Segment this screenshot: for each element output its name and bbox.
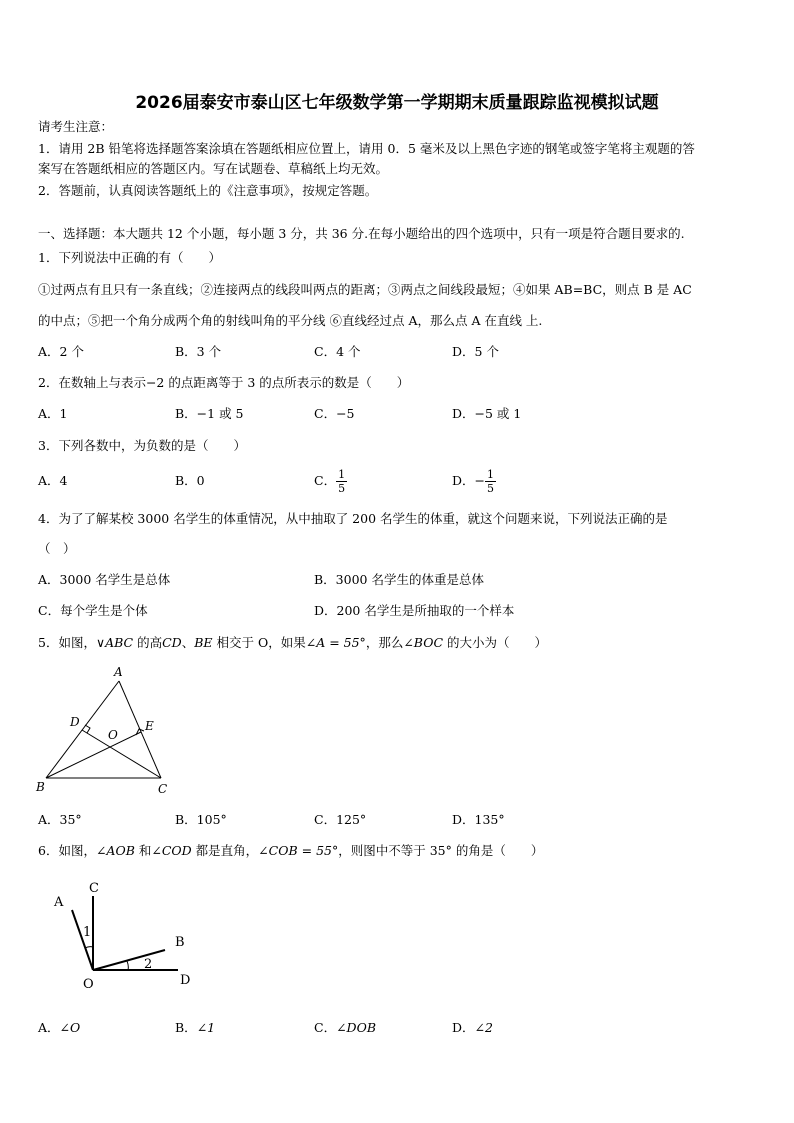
q3-d-sign: − [474, 473, 486, 488]
page-title: 2026届泰安市泰山区七年级数学第一学期期末质量跟踪监视模拟试题 [135, 93, 659, 113]
q5-triangle-figure [30, 660, 190, 800]
q3-option-a: A．4 [38, 473, 68, 488]
q3-option-d [452, 462, 496, 500]
q4-option-b: B．3000 名学生的体重是总体 [314, 572, 484, 587]
q5-option-a: A．35° [38, 812, 82, 827]
q6-arc-2 [127, 961, 128, 970]
q2-option-d: D．−5 或 1 [452, 406, 522, 421]
q1-option-c: C．4 个 [314, 344, 361, 359]
q2-option-c: C．−5 [314, 406, 355, 421]
q5-stem-a: 5．如图， [38, 635, 96, 650]
q5-stem-b: 的高 [133, 635, 163, 650]
q5-option-b: B．105° [175, 812, 227, 827]
q5-angle-a: ∠A = 55° [305, 635, 366, 650]
q4-option-d: D．200 名学生是所抽取的一个样本 [314, 603, 515, 618]
q6-stem [38, 843, 543, 859]
q6-label-b: B [175, 935, 185, 950]
q4-stem: 4．为了了解某校 3000 名学生的体重情况，从中抽取了 200 名学生的体重，就这个问题来说，下列说法正确的是 [38, 511, 668, 526]
q6-option-d-label: D． [452, 1020, 475, 1035]
section-heading: 一、选择题：本大题共 12 个小题，每小题 3 分，共 36 分.在每小题给出的四个选项中，只有一项是符合题目要求的. [38, 226, 685, 241]
q6-ray-ob [93, 950, 165, 970]
q6-label-angle-1: 1 [83, 925, 92, 940]
notice-heading: 请考生注意： [38, 119, 114, 134]
q5-be: BE [194, 635, 213, 650]
q3-option-d-fraction [485, 468, 496, 495]
q5-stem [38, 635, 547, 651]
q1-option-d: D．5 个 [452, 344, 499, 359]
q3-c-denominator: 5 [338, 482, 346, 495]
q6-option-a-value: ∠O [59, 1020, 81, 1035]
q5-stem-c: 相交于 O，如果 [212, 635, 306, 650]
q3-d-numerator: 1 [487, 468, 495, 481]
q5-label-a: A [114, 665, 123, 679]
q1-option-b: B．3 个 [175, 344, 222, 359]
notice-item-1a: 1．请用 2B 铅笔将选择题答案涂填在答题纸相应位置上，请用 0．5 毫米及以上黑色字迹的钢笔或签字笔将主观题的答 [38, 141, 695, 156]
q6-option-d [452, 1020, 493, 1036]
q3-option-c-label: C． [314, 473, 337, 488]
q5-label-o: O [108, 728, 118, 742]
q5-label-c: C [158, 782, 168, 796]
q5-stem-d: ，那么 [365, 635, 404, 650]
q3-option-c [314, 462, 347, 500]
q6-label-c: C [89, 881, 99, 896]
q6-stem-b: 和 [134, 843, 152, 858]
q4-paren: （ ） [38, 541, 76, 556]
q6-option-b-label: B． [175, 1020, 197, 1035]
q6-option-c-label: C． [314, 1020, 337, 1035]
q6-label-a: A [54, 895, 64, 910]
q6-option-a [38, 1020, 80, 1036]
q4-option-c: C．每个学生是个体 [38, 603, 148, 618]
q5-label-e: E [145, 719, 154, 733]
q5-cd: CD [162, 635, 182, 650]
q3-d-denominator: 5 [487, 482, 495, 495]
q6-angle-aob: ∠AOB [95, 843, 135, 858]
q6-angle-cob: ∠COB = 55° [258, 843, 339, 858]
q6-label-angle-2: 2 [144, 957, 153, 972]
q6-angle-cod: ∠COD [151, 843, 192, 858]
q3-stem: 3．下列各数中，为负数的是（ ） [38, 438, 246, 453]
q3-option-b: B．0 [175, 473, 205, 488]
q5-stem-e: 的大小为（ ） [443, 635, 548, 650]
q6-arc-1 [85, 947, 93, 948]
q5-option-d: D．135° [452, 812, 505, 827]
q1-line2: 的中点；⑤把一个角分成两个角的射线叫角的平分线 ⑥直线经过点 A，那么点 A 在直线 上. [38, 313, 543, 328]
q5-label-d: D [70, 715, 80, 729]
q5-altitude-be [46, 732, 141, 778]
q3-option-c-fraction [336, 468, 347, 495]
q6-option-b-value: ∠1 [196, 1020, 216, 1035]
q6-angle-figure [45, 878, 205, 993]
q4-option-a: A．3000 名学生是总体 [38, 572, 171, 587]
q6-option-b [175, 1020, 215, 1036]
q6-stem-c: 都是直角， [191, 843, 259, 858]
q6-stem-a: 6．如图， [38, 843, 96, 858]
q2-stem: 2．在数轴上与表示−2 的点距离等于 3 的点所表示的数是（ ） [38, 375, 410, 390]
q6-option-a-label: A． [38, 1020, 60, 1035]
q5-sep: 、 [181, 635, 195, 650]
q6-stem-d: ，则图中不等于 35° 的角是（ ） [338, 843, 544, 858]
notice-item-1b: 案写在答题纸相应的答题区内。写在试题卷、草稿纸上均无效。 [38, 161, 389, 176]
q5-label-b: B [36, 780, 45, 794]
q6-option-c-value: ∠DOB [336, 1020, 377, 1035]
q1-option-a: A．2 个 [38, 344, 84, 359]
q6-option-d-value: ∠2 [474, 1020, 493, 1035]
q5-option-c: C．125° [314, 812, 367, 827]
q5-altitude-cd [82, 730, 161, 778]
q2-option-a: A．1 [38, 406, 68, 421]
q6-ray-oa [72, 910, 93, 970]
q6-option-c [314, 1020, 376, 1036]
q1-stem: 1．下列说法中正确的有（ ） [38, 250, 221, 265]
q3-option-d-label: D． [452, 473, 475, 488]
q6-label-o: O [83, 977, 94, 992]
q6-label-d: D [180, 973, 191, 988]
q3-c-numerator: 1 [338, 468, 346, 481]
q2-option-b: B．−1 或 5 [175, 406, 244, 421]
q5-triangle: ∨ABC [95, 635, 134, 650]
notice-item-2: 2．答题前，认真阅读答题纸上的《注意事项》，按规定答题。 [38, 183, 378, 198]
q5-angle-boc: ∠BOC [403, 635, 444, 650]
q1-line1: ①过两点有且只有一条直线；②连接两点的线段叫两点的距离；③两点之间线段最短；④如果 AB=BC，则点 B 是 AC [38, 282, 692, 297]
